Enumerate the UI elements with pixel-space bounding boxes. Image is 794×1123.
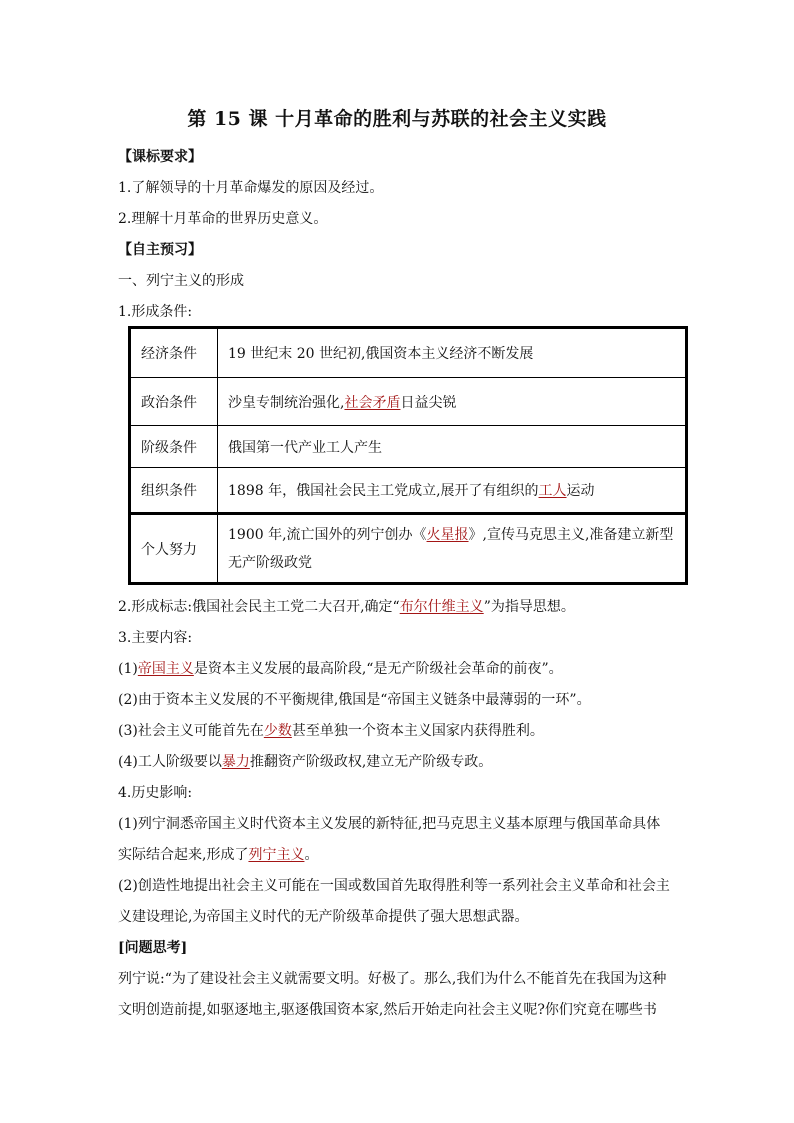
item-post: 推翻资产阶级政权,建立无产阶级专政。: [249, 754, 493, 770]
mark-post: ”为指导思想。: [483, 599, 575, 615]
row-label: 阶级条件: [130, 426, 218, 468]
row-label: 个人努力: [130, 514, 218, 584]
table-row: [130, 378, 687, 426]
item-pre: (3)社会主义可能首先在: [118, 723, 264, 739]
table-row: [130, 328, 687, 378]
row-text: 俄国第一代产业工人产生: [218, 426, 687, 468]
row-text-pre: 沙皇专制统治强化,: [228, 394, 345, 411]
key-answer: 帝国主义: [137, 661, 194, 677]
key-answer: 列宁主义: [248, 847, 305, 863]
section-heading-preview: 【自主预习】: [118, 242, 202, 258]
key-answer: 暴力: [221, 754, 250, 770]
content-item-3: [118, 720, 544, 740]
item-post: 是资本主义发展的最高阶段,“是无产阶级社会革命的前夜”。: [193, 661, 563, 677]
impact-p2-line2: 义建设理论,为帝国主义时代的无产阶级革命提供了强大思想武器。: [118, 909, 529, 925]
section-heading-requirements: 【课标要求】: [118, 149, 202, 165]
key-answer: 火星报: [426, 526, 469, 543]
page-title: 第 15 课 十月革命的胜利与苏联的社会主义实践: [187, 108, 607, 130]
key-answer: 少数: [263, 723, 292, 739]
row-label: 组织条件: [130, 468, 218, 514]
row-text-post: 》,宣传马克思主义,准备建立新型无产阶级政党: [228, 526, 674, 571]
impact-p1-line2: [118, 844, 318, 864]
content-heading: 3.主要内容:: [118, 630, 193, 646]
row-text: [218, 378, 687, 426]
table-row: [130, 514, 687, 584]
item-post: 甚至单独一个资本主义国家内获得胜利。: [291, 723, 544, 739]
row-label: 政治条件: [130, 378, 218, 426]
table-row: [130, 426, 687, 468]
row-text: 19 世纪末 20 世纪初,俄国资本主义经济不断发展: [218, 328, 687, 378]
row-text: [218, 514, 687, 584]
key-answer: 社会矛盾: [344, 394, 401, 411]
content-item-2: (2)由于资本主义发展的不平衡规律,俄国是“帝国主义链条中最薄弱的一环”。: [118, 692, 591, 708]
key-answer: 布尔什维主义: [399, 599, 484, 615]
conditions-table: [128, 326, 688, 585]
conditions-heading: 1.形成条件:: [118, 304, 193, 320]
item-pre: (1): [118, 661, 138, 677]
row-text: [218, 468, 687, 514]
subheading-leninism: 一、列宁主义的形成: [118, 273, 244, 289]
impact-pre: 实际结合起来,形成了: [118, 847, 249, 863]
requirement-item-2: 2.理解十月革命的世界历史意义。: [118, 211, 328, 227]
impact-heading: 4.历史影响:: [118, 785, 193, 801]
row-label: 经济条件: [130, 328, 218, 378]
question-line-1: 列宁说:“为了建设社会主义就需要文明。好极了。那么,我们为什么不能首先在我国为这种: [118, 971, 667, 987]
impact-p2-line1: (2)创造性地提出社会主义可能在一国或数国首先取得胜利等一系列社会主义革命和社会主: [118, 878, 670, 894]
item-pre: (4)工人阶级要以: [118, 754, 222, 770]
row-text-pre: 1898 年，俄国社会民主工党成立,展开了有组织的: [228, 483, 539, 499]
row-text-post: 运动: [566, 483, 595, 499]
question-line-2: 文明创造前提,如驱逐地主,驱逐俄国资本家,然后开始走向社会主义呢?你们究竟在哪些书: [118, 1002, 657, 1018]
table-row: [130, 468, 687, 514]
question-heading: [问题思考]: [118, 940, 188, 956]
row-text-post: 日益尖锐: [400, 394, 457, 411]
content-item-4: [118, 751, 492, 771]
formation-mark: [118, 596, 575, 616]
impact-post: 。: [304, 847, 319, 863]
mark-pre: 2.形成标志:俄国社会民主工党二大召开,确定“: [118, 599, 400, 615]
requirement-item-1: 1.了解领导的十月革命爆发的原因及经过。: [118, 180, 384, 196]
key-answer: 工人: [538, 483, 567, 499]
content-item-1: [118, 658, 563, 678]
row-text-pre: 1900 年,流亡国外的列宁创办《: [228, 526, 427, 543]
impact-p1-line1: (1)列宁洞悉帝国主义时代资本主义发展的新特征,把马克思主义基本原理与俄国革命具体: [118, 816, 661, 832]
